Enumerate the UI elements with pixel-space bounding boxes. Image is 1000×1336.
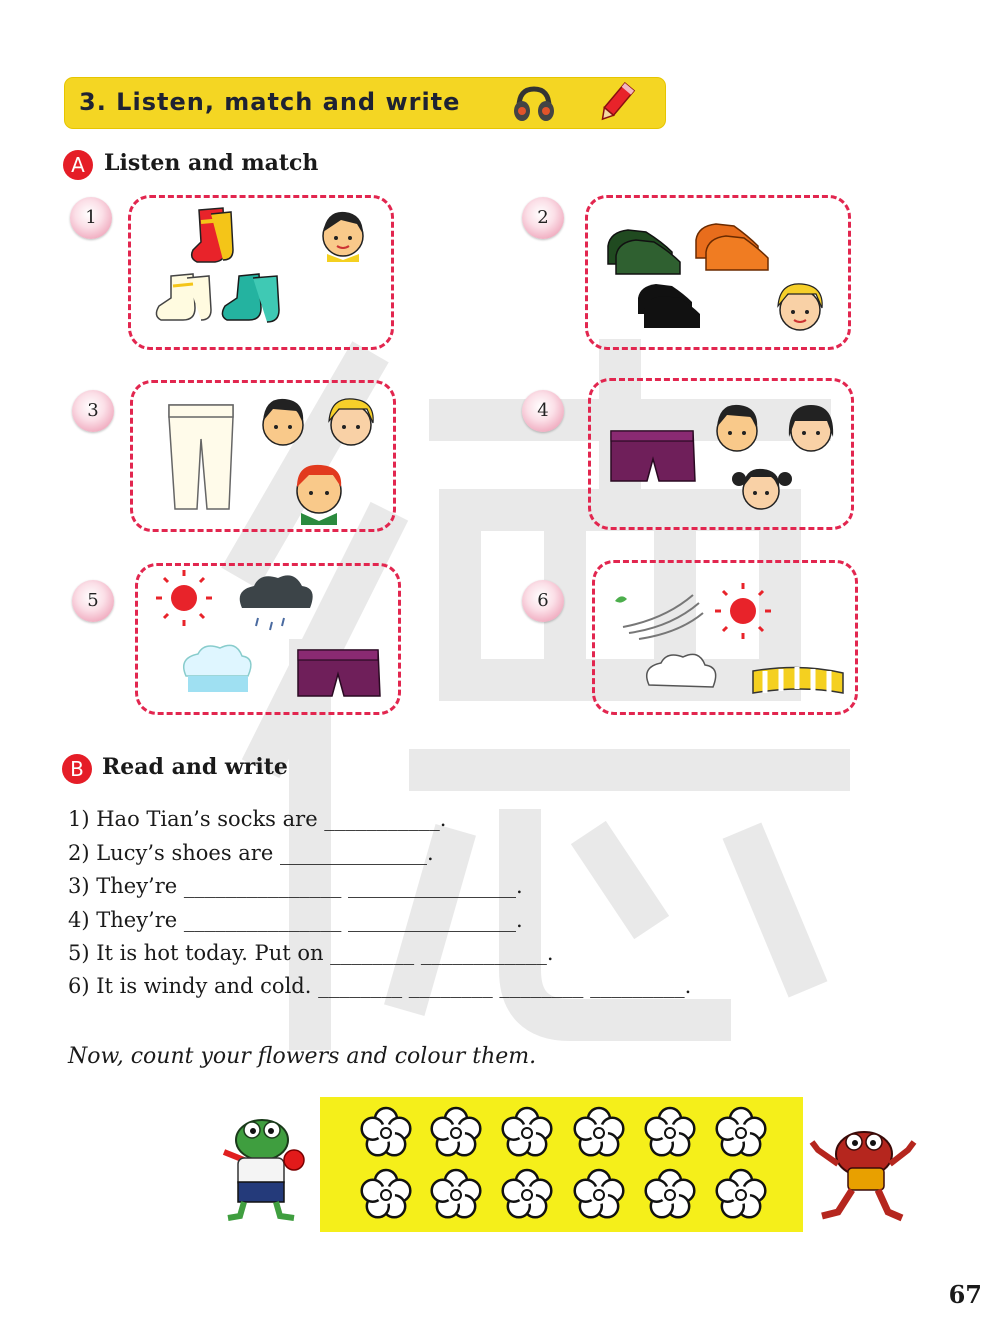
white-trousers-icon: [169, 405, 233, 509]
black-shoes-icon: [638, 284, 700, 328]
headphones-icon: [511, 85, 557, 125]
picture-box-1[interactable]: [128, 195, 394, 350]
shoes-picture: [588, 198, 848, 348]
red-frog-mascot: [808, 1120, 918, 1224]
rain-cloud-icon: [240, 575, 313, 630]
trousers-picture: [133, 383, 393, 531]
boy-face-icon: [717, 405, 757, 451]
write-line-6[interactable]: 6) It is windy and cold. ________ ________ ________ _________.: [68, 974, 692, 998]
snow-cloud-icon: [184, 645, 251, 692]
write-line-4[interactable]: 4) They’re _______________ ________________.: [68, 908, 523, 932]
item-number-6: 6: [522, 580, 564, 622]
flower-icon: [575, 1108, 624, 1155]
exercise-banner: [65, 78, 665, 128]
shorts-picture: [591, 381, 851, 529]
flower-bar: [320, 1097, 803, 1232]
girl-face-icon: [789, 405, 833, 451]
green-shoes-icon: [608, 230, 680, 274]
boy-face-icon: [263, 399, 303, 445]
sun-icon: [156, 570, 212, 626]
section-a-title: Listen and match: [104, 150, 319, 176]
green-frog-mascot: [214, 1112, 314, 1224]
write-line-3[interactable]: 3) They’re _______________ ________________.: [68, 874, 523, 898]
purple-shorts-icon: [298, 650, 380, 696]
wind-icon: [615, 595, 703, 639]
weather-hot-picture: [138, 566, 398, 714]
item-number-3: 3: [72, 390, 114, 432]
flower-icon: [717, 1170, 766, 1217]
picture-box-4[interactable]: [588, 378, 854, 530]
flower-icon: [362, 1170, 411, 1217]
red-socks-icon: [192, 208, 233, 262]
flower-icon: [432, 1108, 481, 1155]
flower-icon: [646, 1108, 695, 1155]
flower-instruction: Now, count your flowers and colour them.: [68, 1044, 537, 1069]
orange-shoes-icon: [696, 224, 768, 270]
flower-icon: [362, 1108, 411, 1155]
white-socks-icon: [156, 274, 211, 320]
flowers-group: [320, 1097, 803, 1232]
exercise-title: 3. Listen, match and write: [79, 88, 461, 116]
blonde-girl-face-icon: [329, 399, 373, 445]
picture-box-6[interactable]: [592, 560, 858, 715]
item-number-5: 5: [72, 580, 114, 622]
flower-icon: [646, 1170, 695, 1217]
teal-socks-icon: [222, 274, 279, 322]
section-a-badge: A: [63, 150, 93, 180]
picture-box-2[interactable]: [585, 195, 851, 350]
page-number: 67: [948, 1280, 982, 1309]
purple-shorts-icon: [611, 431, 695, 481]
picture-box-3[interactable]: [130, 380, 396, 532]
pencil-icon: [595, 80, 637, 126]
flower-icon: [432, 1170, 481, 1217]
cloud-icon: [647, 654, 716, 687]
write-line-1[interactable]: 1) Hao Tian’s socks are ___________.: [68, 807, 447, 831]
flower-icon: [503, 1108, 552, 1155]
socks-picture: [131, 198, 391, 348]
item-number-2: 2: [522, 197, 564, 239]
flower-icon: [575, 1170, 624, 1217]
flower-icon: [717, 1108, 766, 1155]
write-line-5[interactable]: 5) It is hot today. Put on ________ ____________.: [68, 941, 554, 965]
write-line-2[interactable]: 2) Lucy’s shoes are ______________.: [68, 841, 434, 865]
redhead-boy-face-icon: [297, 465, 341, 525]
flower-icon: [503, 1170, 552, 1217]
boy-face-icon: [323, 212, 363, 262]
sun-icon: [715, 583, 771, 639]
pigtail-girl-face-icon: [732, 469, 792, 509]
weather-cold-picture: [595, 563, 855, 713]
section-b-title: Read and write: [102, 754, 288, 780]
item-number-4: 4: [522, 390, 564, 432]
blonde-girl-face-icon: [778, 284, 822, 330]
yellow-scarf-icon: [753, 667, 843, 693]
item-number-1: 1: [70, 197, 112, 239]
picture-box-5[interactable]: [135, 563, 401, 715]
section-b-badge: B: [62, 754, 92, 784]
